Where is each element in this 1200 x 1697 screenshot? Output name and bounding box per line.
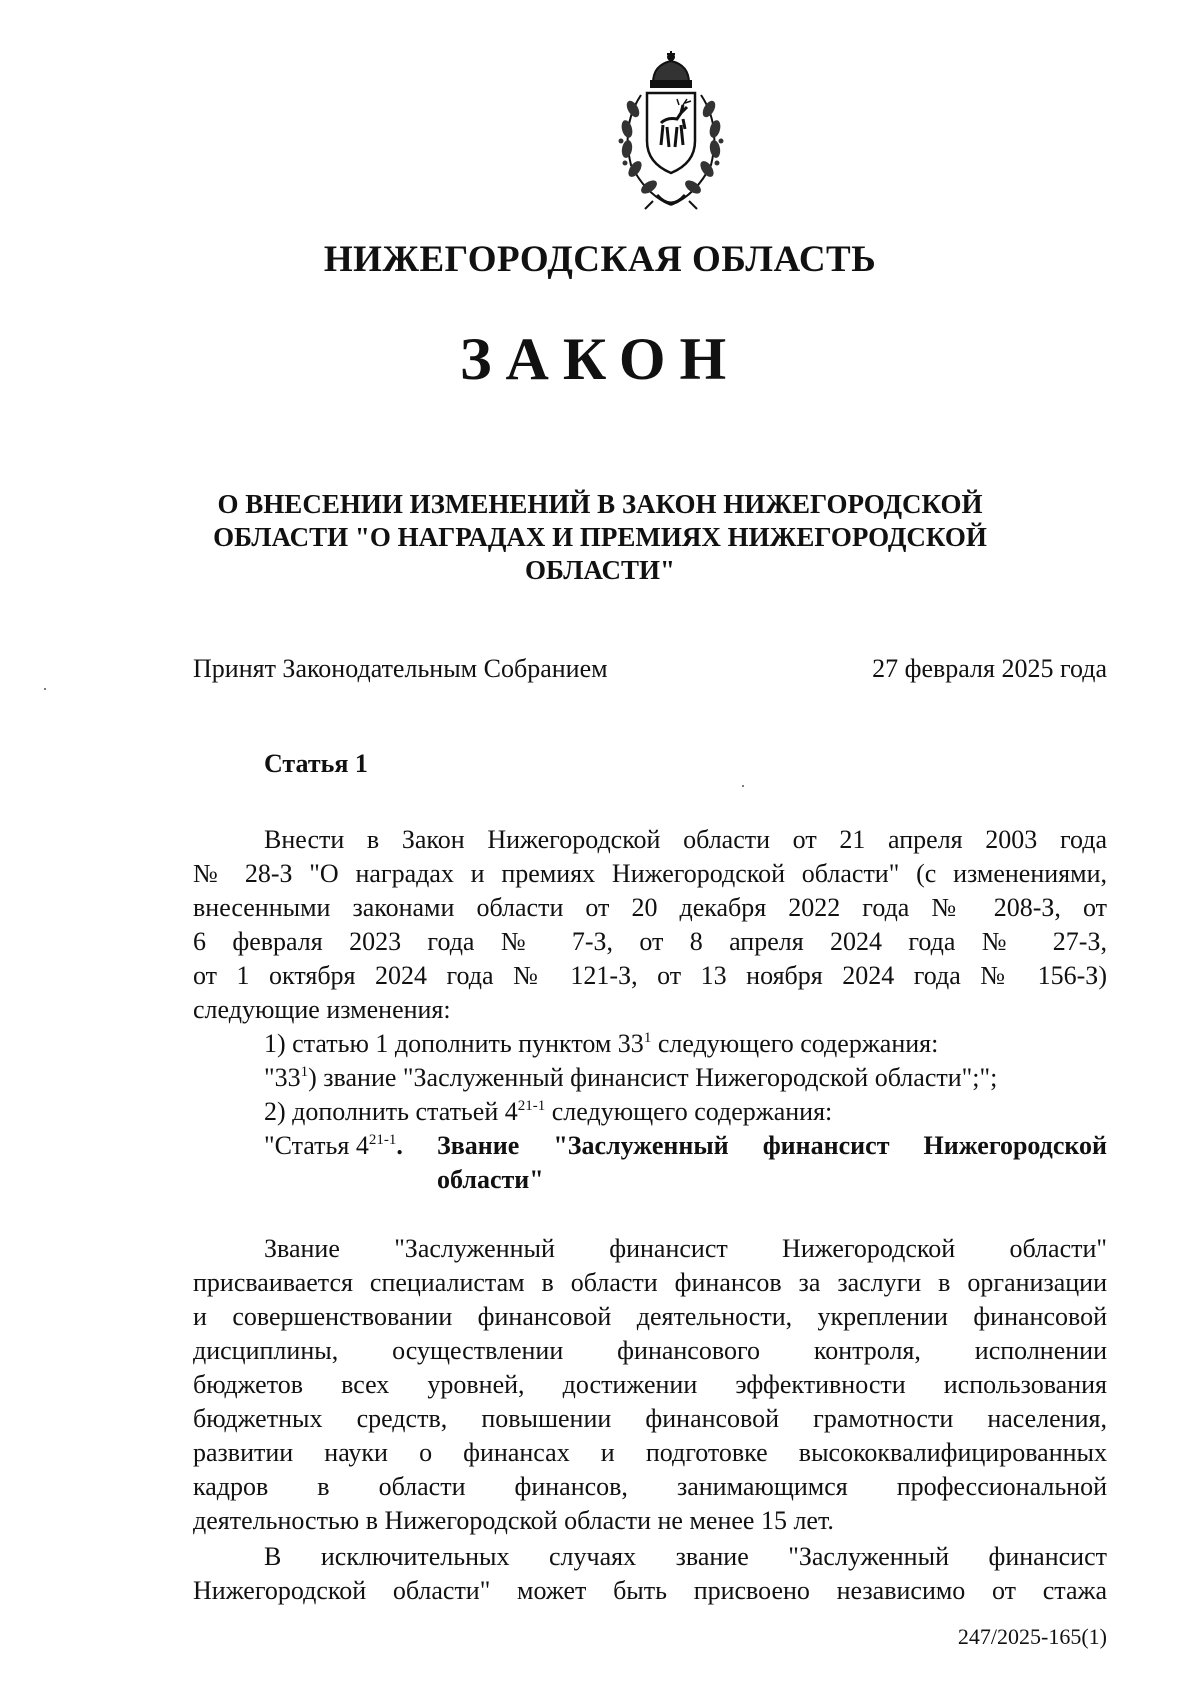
paragraph-line: бюджетных средств, повышении финансовой грамотности населения, [193,1404,1107,1433]
paragraph-line: и совершенствовании финансовой деятельности, укреплении финансовой [193,1302,1107,1331]
item-superscript: 1 [643,1030,652,1046]
paragraph-line: развитии науки о финансах и подготовке высококвалифицированных [193,1438,1107,1467]
adoption-date: 27 февраля 2025 года [872,654,1107,683]
region-name: НИЖЕГОРОДСКАЯ ОБЛАСТЬ [323,239,877,280]
item-text: следующего содержания: [651,1029,939,1058]
item-superscript: 1 [300,1064,309,1080]
coat-of-arms-icon [591,45,751,215]
new-article-label [264,1129,403,1163]
item-text: "33 [264,1063,301,1092]
amendment-item-2 [264,1095,832,1129]
adoption-text: Принят Законодательным Собранием [193,654,608,683]
intro-line: от 1 октября 2024 года № 121-З, от 13 ноября 2024 года № 156-З) [193,961,1107,990]
law-title-line: О ВНЕСЕНИИ ИЗМЕНЕНИЙ В ЗАКОН НИЖЕГОРОДСКОЙ [217,489,983,519]
item-superscript: 21-1 [517,1098,546,1114]
item-text: следующего содержания: [545,1097,833,1126]
paragraph-line: Звание "Заслуженный финансист Нижегородской области" [264,1234,1107,1263]
paragraph-line: кадров в области финансов, занимающимся профессиональной [193,1472,1107,1501]
article-heading: Статья 1 [264,749,368,778]
intro-line: 6 февраля 2023 года № 7-З, от 8 апреля 2024 года № 27-З, [193,927,1107,956]
new-article-dot: . [396,1131,403,1160]
law-title-line: ОБЛАСТИ "О НАГРАДАХ И ПРЕМИЯХ НИЖЕГОРОДСКОЙ [213,522,987,552]
paragraph-line: бюджетов всех уровней, достижении эффективности использования [193,1370,1107,1399]
scan-speck [44,688,46,690]
paragraph-line: деятельностью в Нижегородской области не менее 15 лет. [193,1506,834,1535]
intro-line: № 28-З "О наградах и премиях Нижегородской области" (с изменениями, [193,859,1107,888]
new-article-superscript: 21-1 [368,1132,397,1148]
document-number: 247/2025-165(1) [957,1624,1107,1649]
new-article-heading: области" [437,1165,544,1194]
paragraph-line: Нижегородской области" может быть присвоено независимо от стажа [193,1576,1107,1605]
paragraph-line: присваивается специалистам в области финансов за заслуги в организации [193,1268,1107,1297]
item-text: 1) статью 1 дополнить пунктом 33 [264,1029,644,1058]
intro-line: Внести в Закон Нижегородской области от 21 апреля 2003 года [264,825,1107,854]
document-type: ЗАКОН [459,326,741,392]
new-article-heading: Звание "Заслуженный финансист Нижегородской [437,1131,1107,1160]
amendment-item-1 [264,1027,938,1061]
paragraph-line: дисциплины, осуществлении финансового контроля, исполнении [193,1336,1107,1365]
intro-line: внесенными законами области от 20 декабря 2022 года № 208-З, от [193,893,1107,922]
item-text: 2) дополнить статьей 4 [264,1097,518,1126]
law-title-line: ОБЛАСТИ" [525,555,675,585]
amendment-item-1-quote [264,1061,997,1095]
intro-line: следующие изменения: [193,995,451,1024]
law-title [200,488,1000,587]
new-article-label-text: "Статья 4 [264,1131,369,1160]
item-text: ) звание "Заслуженный финансист Нижегородской области";"; [308,1063,998,1092]
scan-speck [742,785,744,787]
paragraph-line: В исключительных случаях звание "Заслуженный финансист [264,1542,1107,1571]
